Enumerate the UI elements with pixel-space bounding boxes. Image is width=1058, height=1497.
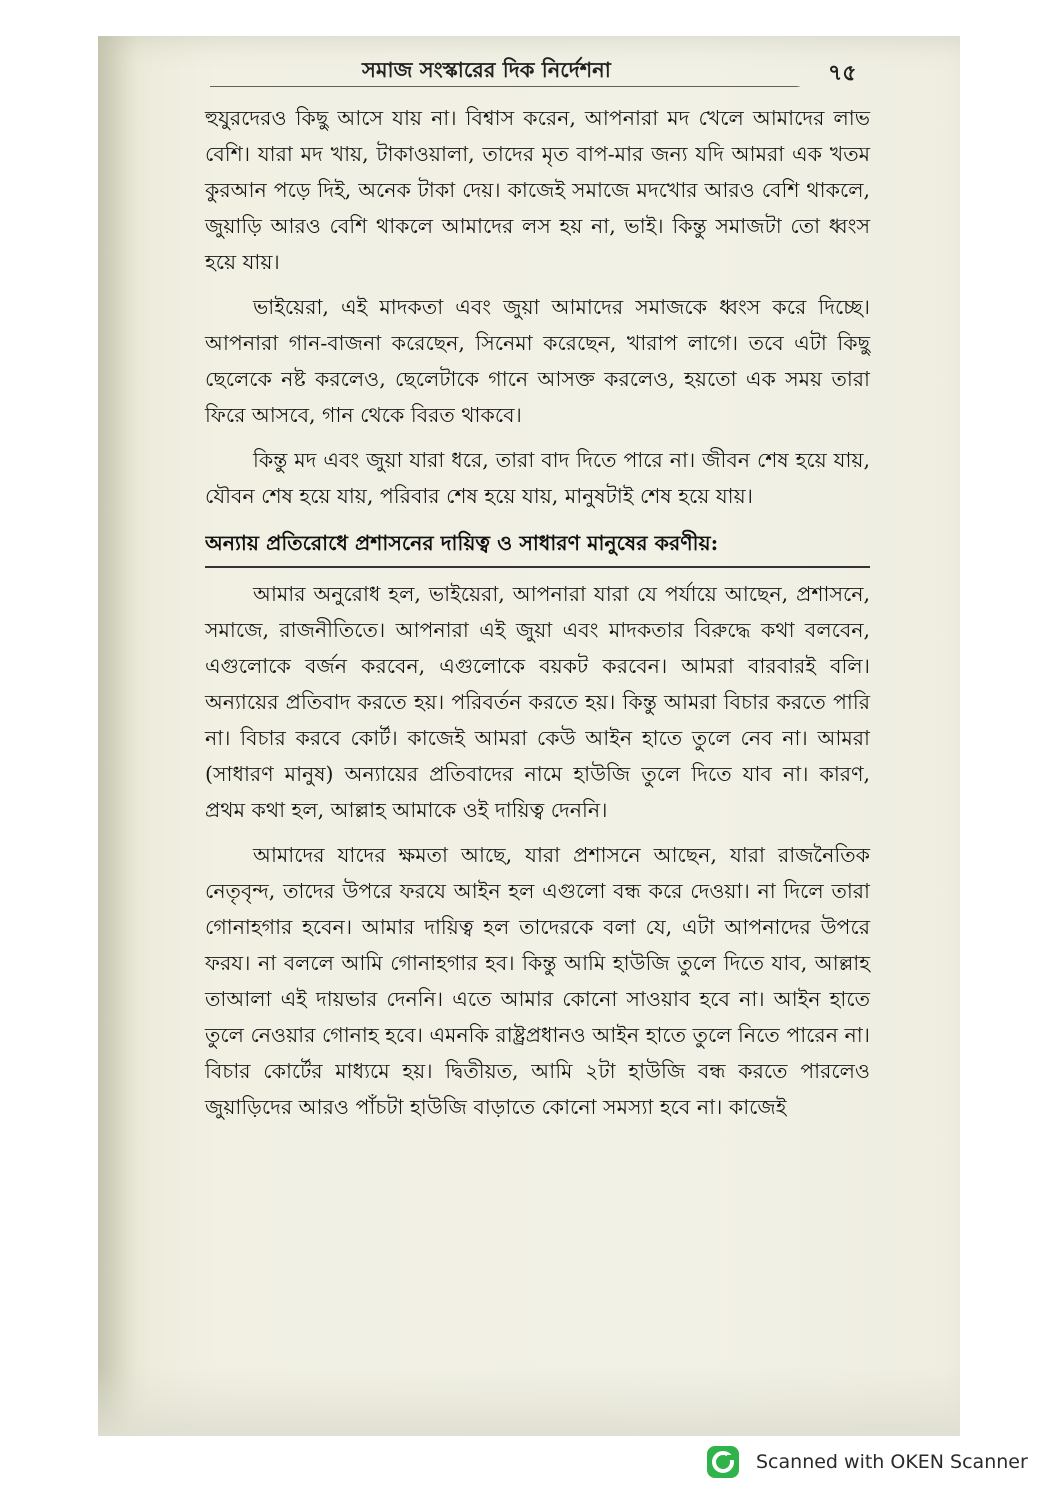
- header-title: সমাজ সংস্কারের দিক নির্দেশনা: [362, 57, 611, 82]
- section-heading: অন্যায় প্রতিরোধে প্রশাসনের দায়িত্ব ও সাধারণ মানুষের করণীয়:: [205, 528, 870, 568]
- scanner-watermark: [706, 1442, 1028, 1482]
- oken-scanner-logo-icon: [706, 1445, 740, 1479]
- page-number: ৭৫: [828, 60, 857, 86]
- running-header: [210, 48, 870, 88]
- paragraph-1: হুযুরদেরও কিছু আসে যায় না। বিশ্বাস করেন, আপনারা মদ খেলে আমাদের লাভ বেশি। যারা মদ খায়, টাকাওয়ালা, তাদের মৃত বাপ-মার জন্য যদি আমরা এক খতম কুরআন পড়ে দিই, অনেক টাকা দেয়। কাজেই সমাজে মদখোর আরও বেশি থাকলে, জুয়াড়ি আরও বেশি থাকলে আমাদের লস হয় না, ভাই। কিন্তু সমাজটা তো ধ্বংস হয়ে যায়।: [205, 106, 870, 274]
- paragraph-4: আমার অনুরোধ হল, ভাইয়েরা, আপনারা যারা যে পর্যায়ে আছেন, প্রশাসনে, সমাজে, রাজনীতিতে। আপনারা এই জুয়া এবং মাদকতার বিরুদ্ধে কথা বলবেন, এগুলোকে বর্জন করবেন, এগুলোকে বয়কট করবেন। আমরা বারবারই বলি। অন্যায়ের প্রতিবাদ করতে হয়। পরিবর্তন করতে হয়। কিন্তু আমরা বিচার করতে পারি না। বিচার করবে কোর্ট। কাজেই আমরা কেউ আইন হাতে তুলে নেব না। আমরা (সাধারণ মানুষ) অন্যায়ের প্রতিবাদের নামে হাউজি তুলে দিতে যাব না। কারণ, প্রথম কথা হল, আল্লাহ আমাকে ওই দায়িত্ব দেননি।: [205, 582, 870, 822]
- scanner-label: Scanned with OKEN Scanner: [756, 1451, 1028, 1473]
- paragraph-5: আমাদের যাদের ক্ষমতা আছে, যারা প্রশাসনে আছেন, যারা রাজনৈতিক নেতৃবৃন্দ, তাদের উপরে ফরযে আইন হল এগুলো বন্ধ করে দেওয়া। না দিলে তারা গোনাহগার হবেন। আমার দায়িত্ব হল তাদেরকে বলা যে, এটা আপনাদের উপরে ফরয। না বললে আমি গোনাহগার হব। কিন্তু আমি হাউজি তুলে দিতে যাব, আল্লাহ তাআলা এই দায়ভার দেননি। এতে আমার কোনো সাওয়াব হবে না। আইন হাতে তুলে নেওয়ার গোনাহ হবে। এমনকি রাষ্ট্রপ্রধানও আইন হাতে তুলে নিতে পারেন না। বিচার কোর্টের মাধ্যমে হয়। দ্বিতীয়ত, আমি ২টা হাউজি বন্ধ করতে পারলেও জুয়াড়িদের আরও পাঁচটা হাউজি বাড়াতে কোনো সমস্যা হবে না। কাজেই: [205, 843, 870, 1119]
- body-text: [205, 100, 870, 1125]
- paragraph-3: কিন্তু মদ এবং জুয়া যারা ধরে, তারা বাদ দিতে পারে না। জীবন শেষ হয়ে যায়, যৌবন শেষ হয়ে যায়, পরিবার শেষ হয়ে যায়, মানুষটাই শেষ হয়ে যায়।: [205, 448, 870, 508]
- paragraph-2: ভাইয়েরা, এই মাদকতা এবং জুয়া আমাদের সমাজকে ধ্বংস করে দিচ্ছে। আপনারা গান-বাজনা করেছেন, সিনেমা করেছেন, খারাপ লাগে। তবে এটা কিছু ছেলেকে নষ্ট করলেও, ছেলেটাকে গানে আসক্ত করলেও, হয়তো এক সময় তারা ফিরে আসবে, গান থেকে বিরত থাকবে।: [205, 295, 870, 427]
